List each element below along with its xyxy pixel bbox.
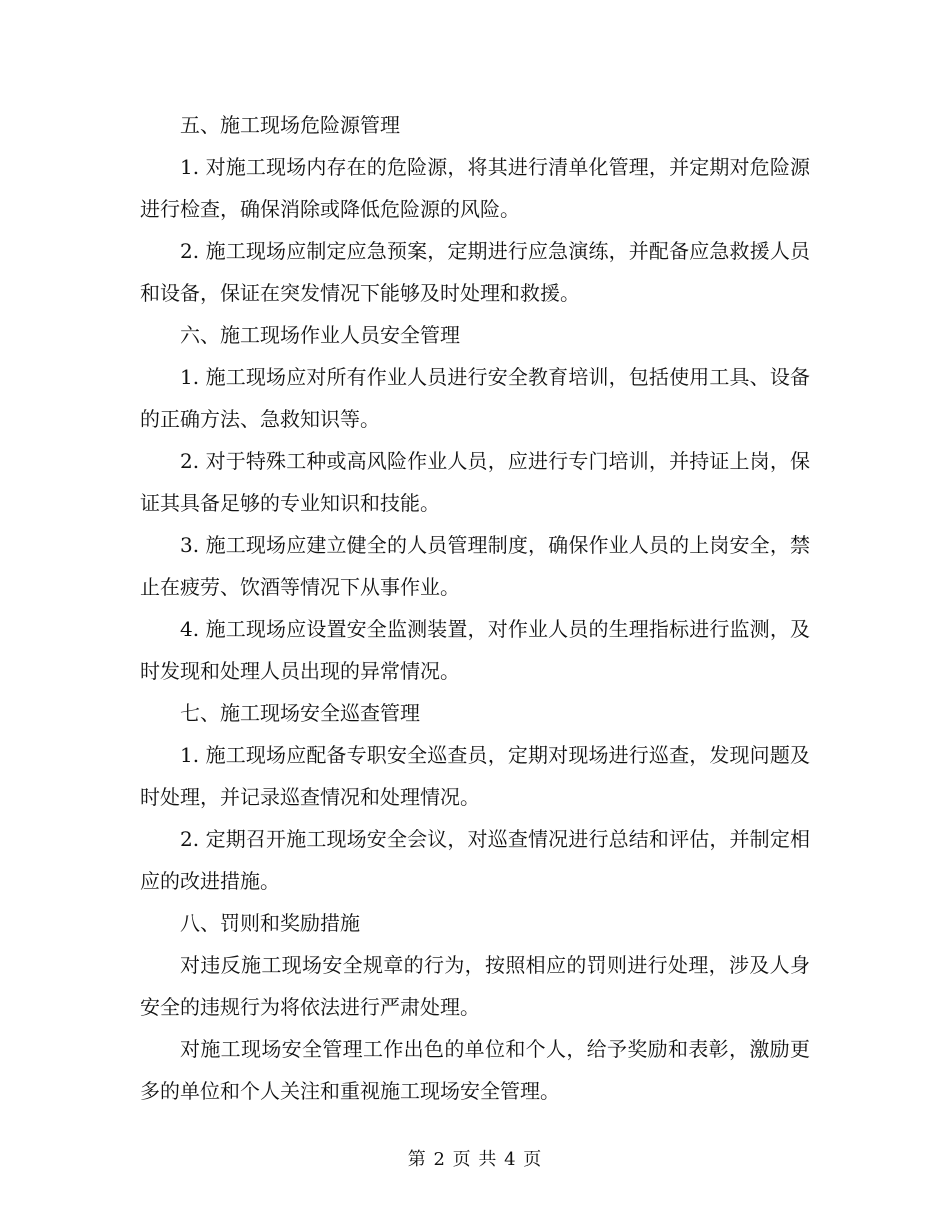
paragraph-6-1: 1. 施工现场应对所有作业人员进行安全教育培训，包括使用工具、设备的正确方法、急救知识等。 [140, 365, 810, 431]
paragraph-6-2: 2. 对于特殊工种或高风险作业人员，应进行专门培训，并持证上岗，保证其具备足够的专业知识和技能。 [140, 449, 810, 515]
paragraph-6-4: 4. 施工现场应设置安全监测装置，对作业人员的生理指标进行监测，及时发现和处理人员出现的异常情况。 [140, 617, 810, 683]
paragraph-8-2: 对施工现场安全管理工作出色的单位和个人，给予奖励和表彰，激励更多的单位和个人关注和重视施工现场安全管理。 [140, 1037, 810, 1103]
paragraph-7-1: 1. 施工现场应配备专职安全巡查员，定期对现场进行巡查，发现问题及时处理，并记录巡查情况和处理情况。 [140, 743, 810, 809]
section-heading-8: 八、罚则和奖励措施 [180, 911, 360, 935]
paragraph-5-1: 1. 对施工现场内存在的危险源，将其进行清单化管理，并定期对危险源进行检查，确保消除或降低危险源的风险。 [140, 155, 810, 221]
paragraph-6-3: 3. 施工现场应建立健全的人员管理制度，确保作业人员的上岗安全，禁止在疲劳、饮酒等情况下从事作业。 [140, 533, 810, 599]
paragraph-5-2: 2. 施工现场应制定应急预案，定期进行应急演练，并配备应急救援人员和设备，保证在突发情况下能够及时处理和救援。 [140, 239, 810, 305]
document-body [140, 104, 810, 1112]
page-number-footer: 第 2 页 共 4 页 [407, 1149, 543, 1170]
paragraph-7-2: 2. 定期召开施工现场安全会议，对巡查情况进行总结和评估，并制定相应的改进措施。 [140, 827, 810, 893]
section-heading-6: 六、施工现场作业人员安全管理 [180, 323, 460, 347]
paragraph-8-1: 对违反施工现场安全规章的行为，按照相应的罚则进行处理，涉及人身安全的违规行为将依法进行严肃处理。 [140, 953, 810, 1019]
section-heading-7: 七、施工现场安全巡查管理 [180, 701, 420, 725]
section-heading-5: 五、施工现场危险源管理 [180, 113, 400, 137]
